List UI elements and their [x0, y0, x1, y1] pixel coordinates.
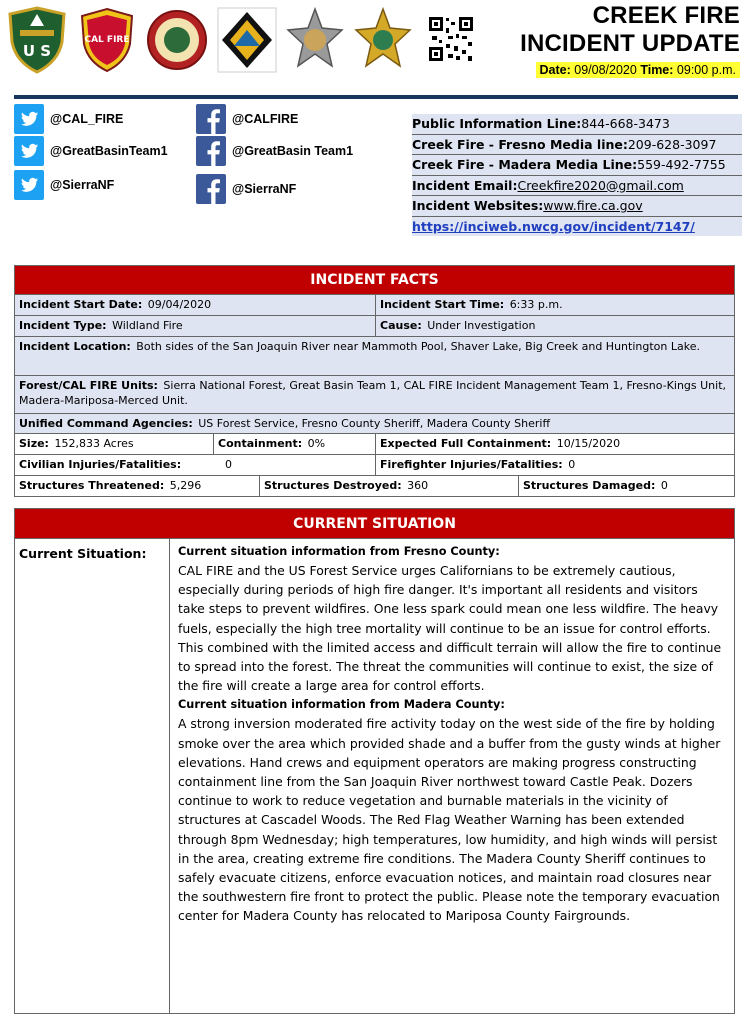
size-value: 152,833 Acres: [54, 437, 134, 450]
page-title-line-2: INCIDENT UPDATE: [520, 30, 740, 57]
facebook-icon: [196, 104, 226, 134]
contact-info: [412, 114, 742, 236]
incident-type-cell: [15, 316, 376, 336]
facts-row-type: [15, 316, 734, 337]
facts-row-units: [15, 376, 734, 414]
cal-fire-logo: [76, 6, 138, 74]
public-info-phone[interactable]: 844-668-3473: [581, 116, 670, 131]
units-cell: [15, 376, 734, 413]
facebook-calfire-link[interactable]: [196, 104, 298, 134]
incident-facts-heading: INCIDENT FACTS: [15, 266, 734, 295]
structures-destroyed-cell: [260, 476, 519, 496]
date-label: Date:: [539, 63, 571, 77]
containment-value: 0%: [307, 437, 326, 450]
structures-damaged-value: 0: [660, 479, 668, 492]
madera-media-phone[interactable]: 559-492-7755: [637, 157, 726, 172]
start-date-cell: [15, 295, 376, 315]
containment-cell: [214, 434, 376, 454]
agency-logos: [6, 6, 476, 74]
incident-websites-label: Incident Websites:: [412, 198, 544, 213]
public-info-label: Public Information Line:: [412, 116, 582, 131]
facebook-icon: [196, 174, 226, 204]
facts-row-location: [15, 337, 734, 376]
facts-row-size: [15, 434, 734, 455]
size-label: Size:: [19, 437, 49, 450]
location-value: Both sides of the San Joaquin River near Mammoth Pool, Shaver Lake, Big Creek and Huntington Lake.: [136, 340, 700, 353]
agencies-label: Unified Command Agencies:: [19, 417, 193, 430]
facts-row-agencies: [15, 414, 734, 434]
us-forest-service-logo: [6, 6, 68, 74]
incident-email-label: Incident Email:: [412, 177, 518, 193]
sheriff-star-logo: [352, 6, 414, 74]
twitter-icon: [14, 136, 44, 166]
twitter-cal-fire-link[interactable]: [14, 104, 123, 134]
twitter-great-basin-link[interactable]: [14, 136, 168, 166]
madera-situation-text: A strong inversion moderated fire activity today on the west side of the fire by holding smoke over the area which provided shade and a buffer from the gusty winds at higher elevations. Hand crews and equipment operators are making progress constructing containment line from the San Joaquin River northwest toward Castle Peak. Dozers continue to work to reduce vegetation and burnable materials in the vicinity of structures at Cascadel Woods. The Red Flag Weather Warning has been extended through 8pm Wednesday; high temperatures, low humidity, and high winds will persist in the area, creating extreme fire conditions. The Madera County Sheriff continues to safely evacuate citizens, enforce evacuation notices, and maintain road closures near the southwestern fire front to protect the public. Please note the temporary evacuation center for Madera County has relocated to Mariposa County Fairgrounds.: [178, 716, 721, 924]
qr-code[interactable]: [426, 6, 476, 74]
time-label: Time:: [640, 63, 674, 77]
current-situation-label: Current Situation:: [15, 539, 170, 1013]
date-time-badge: [536, 62, 740, 78]
twitter-icon: [14, 170, 44, 200]
madera-media-line: [412, 155, 742, 176]
structures-threatened-label: Structures Threatened:: [19, 479, 165, 492]
cause-cell: [376, 316, 734, 336]
agencies-cell: [15, 414, 734, 433]
facts-row-injuries: [15, 455, 734, 476]
agencies-value: US Forest Service, Fresno County Sheriff, Madera County Sheriff: [198, 417, 551, 430]
structures-threatened-value: 5,296: [169, 479, 202, 492]
public-info-line: [412, 114, 742, 135]
fresno-media-label: Creek Fire - Fresno Media line:: [412, 136, 628, 152]
civilian-injuries-label: Civilian Injuries/Fatalities:: [19, 458, 182, 471]
firefighter-injuries-cell: [376, 455, 734, 475]
facts-row-start: [15, 295, 734, 316]
start-date-value: 09/04/2020: [147, 298, 212, 311]
facebook-sierra-nf-link[interactable]: [196, 174, 296, 204]
inciweb-link[interactable]: https://inciweb.nwcg.gov/incident/7147/: [412, 218, 695, 234]
sheriff-badge-logo: [284, 6, 346, 74]
facebook-handle: @SierraNF: [232, 182, 297, 196]
incident-type-value: Wildland Fire: [112, 319, 183, 332]
twitter-handle: @GreatBasinTeam1: [50, 144, 168, 158]
current-situation-content: [170, 539, 734, 1013]
expected-containment-cell: [376, 434, 734, 454]
twitter-icon: [14, 104, 44, 134]
madera-media-label: Creek Fire - Madera Media Line:: [412, 157, 638, 172]
current-situation-section: [14, 508, 735, 1014]
facts-row-structures: [15, 476, 734, 496]
date-value: 09/08/2020: [574, 63, 637, 77]
incident-websites-line: [412, 196, 742, 217]
facebook-icon: [196, 136, 226, 166]
county-seal-logo: [146, 6, 208, 74]
fire-ca-gov-link[interactable]: www.fire.ca.gov: [543, 198, 643, 213]
units-value: Sierra National Forest, Great Basin Team 1, CAL FIRE Incident Management Team 1, Fresno-Kings Unit, Madera-Mariposa-Merced Unit.: [19, 379, 727, 407]
facebook-handle: @GreatBasin Team1: [232, 144, 354, 158]
size-cell: [15, 434, 214, 454]
title-block: [480, 2, 740, 79]
containment-label: Containment:: [218, 437, 303, 450]
facebook-handle: @CALFIRE: [232, 112, 299, 126]
svg-text:CAL FIRE: CAL FIRE: [84, 35, 130, 45]
structures-damaged-cell: [519, 476, 734, 496]
twitter-handle: @SierraNF: [50, 178, 115, 192]
structures-damaged-label: Structures Damaged:: [523, 479, 656, 492]
page-title-line-1: CREEK FIRE: [592, 2, 740, 29]
expected-containment-value: 10/15/2020: [556, 437, 621, 450]
units-label: Forest/CAL FIRE Units:: [19, 379, 158, 392]
header-divider: [14, 95, 738, 99]
cause-label: Cause:: [380, 319, 422, 332]
social-links: [14, 104, 394, 214]
location-cell: [15, 337, 734, 375]
start-time-label: Incident Start Time:: [380, 298, 505, 311]
firefighter-injuries-label: Firefighter Injuries/Fatalities:: [380, 458, 563, 471]
civilian-injuries-cell: [15, 455, 376, 475]
fresno-situation-text: CAL FIRE and the US Forest Service urges Californians to be extremely cautious, especially during periods of high fire danger. It's important all residents and visitors take steps to prevent wildfires. One less spark could mean one less wildfire. The heavy fuels, especially the high tree mortality will continue to be an issue for control efforts. This combined with the limited access and difficult terrain will allow the fire to continue to spread into the forest. The threat the communities will continue to exist, the size of the fire will create a large area for control efforts.: [178, 563, 722, 694]
facebook-great-basin-link[interactable]: [196, 136, 353, 166]
structures-destroyed-value: 360: [407, 479, 429, 492]
civilian-injuries-value: 0: [225, 458, 232, 471]
cause-value: Under Investigation: [427, 319, 536, 332]
firefighter-injuries-value: 0: [568, 458, 576, 471]
expected-containment-label: Expected Full Containment:: [380, 437, 552, 450]
location-label: Incident Location:: [19, 340, 131, 353]
fresno-media-phone[interactable]: 209-628-3097: [627, 136, 717, 152]
incident-facts-table: [14, 265, 735, 497]
incident-email-link[interactable]: Creekfire2020@gmail.com: [517, 177, 684, 193]
start-time-value: 6:33 p.m.: [509, 298, 563, 311]
current-situation-heading: CURRENT SITUATION: [15, 509, 734, 539]
start-time-cell: [376, 295, 734, 315]
great-basin-team-logo: [216, 6, 278, 74]
start-date-label: Incident Start Date:: [19, 298, 143, 311]
time-value: 09:00 p.m.: [676, 63, 736, 77]
madera-situation-heading: Current situation information from Madera County:: [178, 698, 505, 712]
current-situation-body: [15, 539, 734, 1013]
fresno-situation-heading: Current situation information from Fresno County:: [178, 545, 500, 558]
inciweb-line: [412, 217, 742, 237]
twitter-handle: @CAL_FIRE: [50, 112, 124, 126]
structures-destroyed-label: Structures Destroyed:: [264, 479, 402, 492]
fresno-media-line: [412, 135, 742, 156]
twitter-sierra-nf-link[interactable]: [14, 170, 114, 200]
incident-email-line: [412, 176, 742, 197]
structures-threatened-cell: [15, 476, 260, 496]
incident-type-label: Incident Type:: [19, 319, 107, 332]
svg-text:U S: U S: [22, 42, 52, 60]
